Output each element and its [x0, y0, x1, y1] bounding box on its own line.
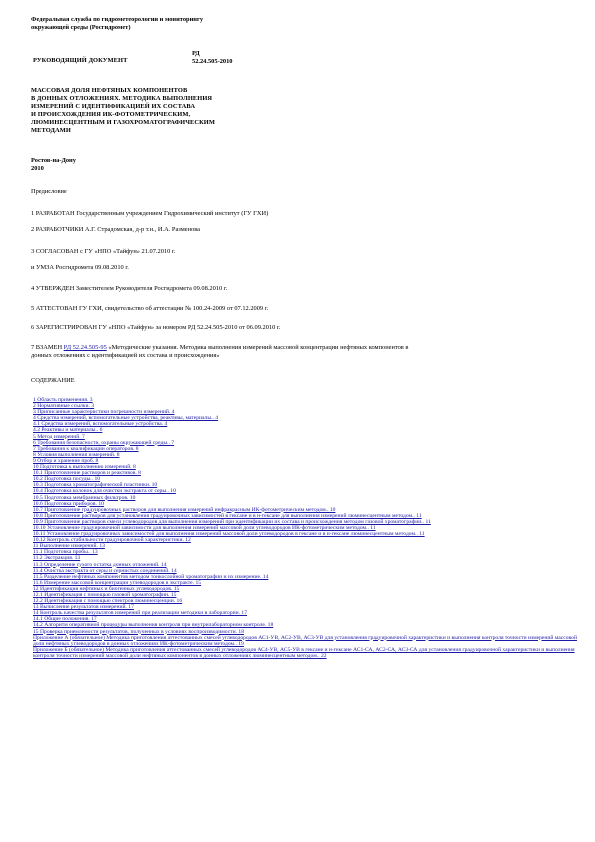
toc-link[interactable]: 11.2 Экстракция. 13 — [33, 555, 81, 562]
replaced-doc-link[interactable]: РД 52.24.505-95 — [63, 344, 107, 351]
toc-link[interactable]: 10.1 Приготовление растворов и реактивов. 8 — [33, 470, 141, 477]
toc-link[interactable]: 2 Нормативные ссылки. 3 — [33, 403, 95, 410]
title-line-2: В ДОННЫХ ОТЛОЖЕНИЯХ. МЕТОДИКА ВЫПОЛНЕНИЯ — [31, 95, 213, 102]
toc-link[interactable]: 3 Приписанные характеристики погрешности измерений. 4 — [33, 409, 175, 416]
org-line-2: окружающей среды (Росгидромет) — [31, 24, 131, 31]
toc-link[interactable]: 10.7 Приготовление градуировочных растворов для выполнения измерений инфракрасным ИК-фотометрическим методом.. 10 — [33, 506, 336, 513]
toc-link[interactable]: 15 Проверка приемлемости результатов, полученных в условиях воспроизводимости. 18 — [33, 628, 245, 635]
doc-code-label: РД — [192, 50, 200, 57]
contents-heading: СОДЕРЖАНИЕ — [31, 377, 75, 384]
toc-link[interactable]: 10.2 Подготовка посуды.. 10 — [33, 476, 101, 483]
toc-link[interactable]: 10.10 Установление градуировочной зависимости для выполнения измерений массовой доли углеводородов ИК-фотометрическим методом.. 11 — [33, 524, 376, 531]
toc-link[interactable]: 12 Идентификация нефтяных и биогенных углеводородов. 15 — [33, 585, 180, 592]
item-replaces-line-2: донных отложениях с идентификацией их состава и происхождения» — [31, 352, 220, 359]
year: 2010 — [31, 165, 44, 172]
toc-link[interactable]: 10.12 Контроль стабильности градуировочной характеристики. 12 — [33, 537, 191, 544]
toc-link[interactable]: 10.4 Подготовка колонок для очистки экстракта от серы.. 10 — [33, 488, 176, 495]
doc-code: 52.24.505-2010 — [192, 58, 233, 65]
toc-link[interactable]: 1 Область применения. 3 — [33, 397, 93, 403]
toc-link[interactable]: 10 Подготовка к выполнению измерений. 8 — [33, 464, 136, 471]
title-line-3: ИЗМЕРЕНИЙ С ИДЕНТИФИКАЦИЕЙ ИХ СОСТАВА — [31, 103, 196, 110]
toc-link[interactable]: 10.9 Приготовление растворов смеси углеводородов для выполнения измерений при идентификации их состава и происхождения методом газовой хроматографии.. 11 — [33, 518, 431, 525]
item-developed: 1 РАЗРАБОТАН Государственным учреждением Гидрохимический институт (ГУ ГХИ) — [31, 210, 269, 217]
toc-link[interactable]: 4.1 Средства измерений, вспомогательные устройства. 4 — [33, 421, 168, 428]
table-of-contents — [33, 397, 578, 659]
item-certified: 5 АТТЕСТОВАН ГУ ГХИ, свидетельство об аттестации № 100.24-2009 от 07.12.2009 г. — [31, 305, 269, 312]
toc-link[interactable]: 7 Требования к квалификации операторов. 8 — [33, 445, 139, 452]
toc-link[interactable]: 12.1 Идентификация с помощью газовой хроматографии. 15 — [33, 592, 177, 598]
replaces-text: «Методические указания. Методика выполнения измерений массовой концентрации нефтяных компонентов в — [106, 344, 409, 351]
toc-link[interactable]: 11.5 Разделение нефтяных компонентов методом тонкослойной хроматографии и их измерение. 14 — [33, 573, 269, 580]
toc-link[interactable]: 4 Средства измерений, вспомогательные устройства, реактивы, материалы.. 4 — [33, 415, 219, 422]
toc-link[interactable]: 6 Требования безопасности, охраны окружающей среды.. 7 — [33, 439, 175, 446]
toc-link[interactable]: Приложение Б (обязательное) Методика приготовления аттестованных смесей углеводородов АС4-УВ, АС5-УВ в гексане и н-гексане АС1-СА, АС2-СА, АС3-СА для установления градуировочной характеристики и выполнения контроля точности измерений массовой доли нефтяных компонентов в донных отложениях люминесцентным методом.. 22 — [33, 646, 575, 659]
place: Ростов-на-Дону — [31, 157, 76, 164]
item-agreed-umza: и УМЗА Росгидромета 09.08.2010 г. — [31, 264, 129, 271]
doc-type: РУКОВОДЯЩИЙ ДОКУМЕНТ — [33, 57, 128, 64]
toc-link[interactable]: 5 Метод измерений. 7 — [33, 433, 85, 440]
org-line-1: Федеральная служба по гидрометеорологии и мониторингу — [31, 16, 204, 23]
toc-link[interactable]: 10.5 Подготовка мембранных фильтров. 10 — [33, 494, 136, 501]
replaces-prefix: 7 ВЗАМЕН — [31, 344, 64, 351]
item-developers: 2 РАЗРАБОТЧИКИ А.Г. Страдомская, д-р т.н., И.А. Разменова — [31, 226, 200, 233]
title-line-4: И ПРОИСХОЖДЕНИЯ ИК-ФОТОМЕТРИЧЕСКИМ, — [31, 111, 191, 118]
toc-link[interactable]: 8 Условия выполнения измерений. 8 — [33, 451, 120, 458]
title-line-5: ЛЮМИНЕСЦЕНТНЫМ И ГАЗОХРОМАТОГРАФИЧЕСКИМ — [31, 119, 215, 126]
toc-link[interactable]: 12.2 Идентификация с помощью спектров люминесценции. 16 — [33, 598, 183, 605]
item-approved: 4 УТВЕРЖДЕН Заместителем Руководителя Росгидромета 09.08.2010 г. — [31, 285, 228, 292]
toc-link[interactable]: 11.3 Определение сухого остатка донных отложений. 14 — [33, 561, 167, 568]
toc-link[interactable]: 13 Вычисление результатов измерений. 17 — [33, 604, 134, 611]
title-line-6: МЕТОДАМИ — [31, 127, 71, 134]
toc-link[interactable]: 14.2 Алгоритм оперативной процедуры выполнения контроля при внутрилабораторном контроле. 18 — [33, 622, 274, 629]
item-agreed: 3 СОГЛАСОВАН с ГУ «НПО «Тайфун» 21.07.2010 г. — [31, 248, 176, 255]
toc-link[interactable]: Приложение А (обязательное) Методика приготовления аттестованных смесей углеводородов АС1-УВ, АС2-УВ, АС3-УВ для установления градуировочной характеристики и выполнения контроля точности измерений массовой доли нефтяных углеводородов в донных отложениях ИК-фотометрическим методом.. 19 — [33, 634, 577, 647]
item-replaces — [31, 344, 408, 351]
toc-link[interactable]: 10.11 Установление градуировочных зависимостей для выполнения измерений массовой доли углеводородов в гексане и в н-гексане люминесцентным методом.. 11 — [33, 531, 425, 538]
title-line-1: МАССОВАЯ ДОЛЯ НЕФТЯНЫХ КОМПОНЕНТОВ — [31, 87, 188, 94]
toc-link[interactable]: 11 Выполнение измерений. 13 — [33, 543, 105, 550]
toc-link[interactable]: 10.3 Подготовка хроматографической пластинки. 10 — [33, 482, 158, 489]
toc-link[interactable]: 11.6 Измерение массовой концентрации углеводородов в экстракте. 15 — [33, 579, 202, 586]
toc-link[interactable]: 4.2 Реактивы и материалы.. 6 — [33, 427, 103, 434]
toc-link[interactable]: 10.8 Приготовление растворов для установления градуировочных зависимостей в гексане и в н-гексане для выполнения измерений люминесцентным методом.. 11 — [33, 512, 422, 519]
item-registered: 6 ЗАРЕГИСТРИРОВАН ГУ «НПО «Тайфун» за номером РД 52.24.505-2010 от 06.09.2010 г. — [31, 324, 281, 331]
toc-link[interactable]: 10.6 Подготовка приборов. 10 — [33, 500, 104, 507]
toc-link[interactable]: 11.1 Подготовка пробы.. 13 — [33, 549, 98, 556]
foreword-heading: Предисловие — [31, 188, 67, 195]
toc-link[interactable]: 11.4 Очистка экстракта от серы и сернистых соединений. 14 — [33, 567, 177, 574]
toc-link[interactable]: 9 Отбор и хранение проб. 8 — [33, 457, 99, 464]
toc-link[interactable]: 14 Контроль качества результатов измерений при реализации методики в лаборатории. 17 — [33, 610, 248, 617]
toc-link[interactable]: 14.1 Общие положения. 17 — [33, 616, 97, 623]
